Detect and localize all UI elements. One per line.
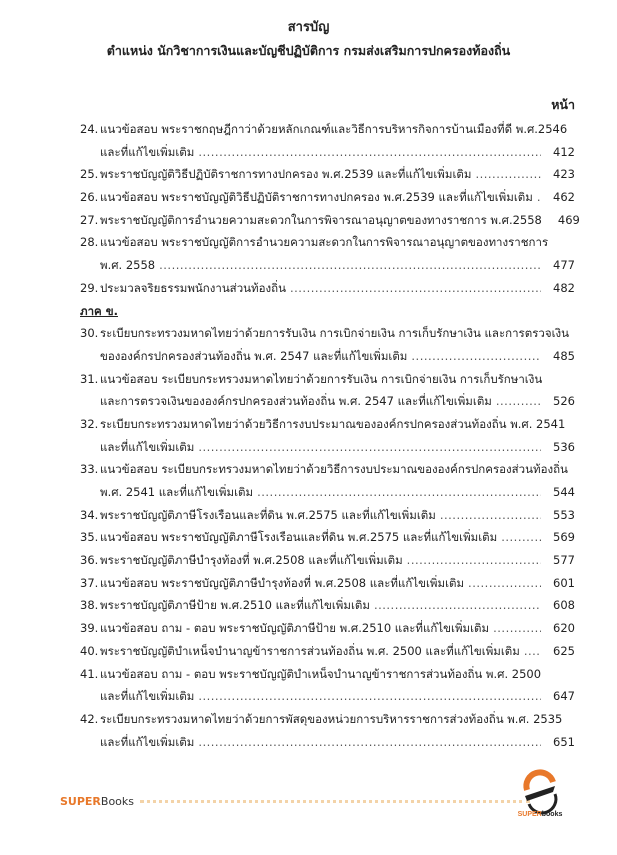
entry-title: แนวข้อสอบ พระราชบัญญัติวิธีปฏิบัติราชการทางปกครอง พ.ศ.2539 และที่แก้ไขเพิ่มเติม: [100, 190, 533, 205]
toc-entry[interactable]: [80, 504, 575, 527]
entry-title: แนวข้อสอบ ระเบียบกระทรวงมหาดไทยว่าด้วยการรับเงิน การเบิกจ่ายเงิน การเก็บรักษาเงิน: [100, 371, 543, 386]
entry-number: 40.: [80, 643, 99, 658]
leader-dots: [501, 526, 541, 549]
entry-page-number: 477: [553, 258, 575, 273]
entry-page-number: 553: [553, 507, 575, 522]
entry-title: ระเบียบกระทรวงมหาดไทยว่าด้วยการรับเงิน การเบิกจ่ายเงิน การเก็บรักษาเงิน และการตรวจเงิน: [100, 326, 569, 341]
entry-title: พระราชบัญญัติภาษีโรงเรือนและที่ดิน พ.ศ.2575 และที่แก้ไขเพิ่มเติม: [100, 507, 436, 522]
entry-page-number: 601: [553, 575, 575, 590]
toc-entry[interactable]: [80, 231, 575, 276]
toc-entry[interactable]: [80, 277, 575, 300]
toc-entry[interactable]: [80, 663, 575, 708]
entry-title-continued: และการตรวจเงินขององค์กรปกครองส่วนท้องถิ่น พ.ศ. 2547 และที่แก้ไขเพิ่มเติม: [100, 394, 492, 409]
toc-entry[interactable]: [80, 458, 575, 503]
entry-title: แนวข้อสอบ ระเบียบกระทรวงมหาดไทยว่าด้วยวิธีการงบประมาณขององค์กรปกครองส่วนท้องถิ่น: [100, 462, 568, 477]
entry-number: 27.: [80, 212, 99, 227]
leader-dots: [537, 186, 541, 209]
toc-entry[interactable]: [80, 572, 575, 595]
toc-entry[interactable]: [80, 526, 575, 549]
entry-title-continued: และที่แก้ไขเพิ่มเติม: [100, 144, 195, 159]
entry-number: 30.: [80, 326, 99, 341]
toc-entry[interactable]: [80, 322, 575, 367]
brand-books: Books: [100, 795, 135, 808]
leader-dots: [198, 685, 541, 708]
leader-dots: [407, 549, 541, 572]
entry-number: 37.: [80, 575, 99, 590]
entry-page-number: 485: [553, 348, 575, 363]
leader-dots: [468, 572, 541, 595]
entry-title: พระราชบัญญัติภาษีบำรุงท้องที่ พ.ศ.2508 และที่แก้ไขเพิ่มเติม: [100, 553, 403, 568]
toc-entry[interactable]: [80, 186, 575, 209]
entry-page-number: 647: [553, 689, 575, 704]
entry-page-number: 526: [553, 394, 575, 409]
entry-page-number: 620: [553, 621, 575, 636]
page-title: สารบัญ: [287, 20, 330, 35]
entry-number: 25.: [80, 167, 99, 182]
footer-brand: [60, 795, 134, 808]
entry-number: 42.: [80, 711, 99, 726]
toc-entry[interactable]: [80, 209, 580, 232]
leader-dots: [374, 594, 541, 617]
toc-entry[interactable]: [80, 549, 575, 572]
page-subtitle: ตำแหน่ง นักวิชาการเงินและบัญชีปฏิบัติการ กรมส่งเสริมการปกครองท้องถิ่น: [106, 43, 511, 58]
entry-title: พระราชบัญญัติการอำนวยความสะดวกในการพิจารณาอนุญาตของทางราชการ พ.ศ.2558: [100, 212, 542, 227]
toc-part-b: [80, 322, 575, 753]
entry-page-number: 423: [553, 167, 575, 182]
entry-title: แนวข้อสอบ พระราชบัญญัติภาษีโรงเรือนและที่ดิน พ.ศ.2575 และที่แก้ไขเพิ่มเติม: [100, 530, 498, 545]
entry-title: พระราชบัญญัติวิธีปฏิบัติราชการทางปกครอง พ.ศ.2539 และที่แก้ไขเพิ่มเติม: [100, 167, 472, 182]
entry-number: 33.: [80, 462, 99, 477]
entry-page-number: 577: [553, 553, 575, 568]
entry-page-number: 544: [553, 485, 575, 499]
entry-page-number: 469: [557, 212, 580, 227]
leader-dots: [493, 617, 541, 640]
superbooks-logo: [515, 768, 565, 818]
entry-number: 39.: [80, 621, 99, 636]
toc-entry[interactable]: [80, 617, 575, 640]
entry-number: 38.: [80, 598, 99, 613]
entry-title: แนวข้อสอบ ถาม - ตอบ พระราชบัญญัติบำเหน็จบำนาญข้าราชการส่วนท้องถิ่น พ.ศ. 2500: [100, 666, 542, 681]
entry-title: ระเบียบกระทรวงมหาดไทยว่าด้วยวิธีการงบประมาณขององค์กรปกครองส่วนท้องถิ่น พ.ศ. 2541: [100, 416, 566, 431]
footer-divider: [140, 800, 530, 803]
leader-dots: [257, 481, 541, 504]
entry-page-number: 462: [553, 190, 575, 205]
page-column-heading: หน้า: [551, 97, 575, 112]
leader-dots: [159, 254, 541, 277]
entry-title-continued: ขององค์กรปกครองส่วนท้องถิ่น พ.ศ. 2547 และที่แก้ไขเพิ่มเติม: [100, 348, 408, 363]
section-heading: ภาค ข.: [80, 303, 118, 318]
brand-super: SUPER: [60, 795, 101, 808]
entry-page-number: 482: [553, 280, 575, 295]
entry-title: แนวข้อสอบ พระราชบัญญัติการอำนวยความสะดวกในการพิจารณาอนุญาตของทางราชการ: [100, 235, 549, 250]
leader-dots: [440, 504, 541, 527]
entry-title-continued: พ.ศ. 2558: [100, 258, 156, 273]
entry-number: 36.: [80, 553, 99, 568]
toc-entry[interactable]: [80, 163, 575, 186]
entry-number: 35.: [80, 530, 99, 545]
entry-title-continued: และที่แก้ไขเพิ่มเติม: [100, 439, 195, 454]
toc-part-a: [80, 118, 580, 300]
entry-title: พระราชบัญญัติบำเหน็จบำนาญข้าราชการส่วนท้องถิ่น พ.ศ. 2500 และที่แก้ไขเพิ่มเติม: [100, 643, 520, 658]
entry-title-continued: และที่แก้ไขเพิ่มเติม: [100, 734, 195, 749]
entry-page-number: 608: [553, 598, 575, 613]
toc-entry[interactable]: [80, 368, 575, 413]
toc-entry[interactable]: [80, 413, 575, 458]
leader-dots: [496, 390, 541, 413]
leader-dots: [198, 731, 541, 754]
table-of-contents: [80, 118, 580, 753]
entry-page-number: 651: [553, 734, 575, 749]
toc-entry[interactable]: [80, 594, 575, 617]
entry-number: 31.: [80, 371, 99, 386]
entry-title-continued: พ.ศ. 2541 และที่แก้ไขเพิ่มเติม: [100, 485, 254, 499]
toc-entry[interactable]: [80, 640, 575, 663]
entry-title: แนวข้อสอบ ถาม - ตอบ พระราชบัญญัติภาษีป้าย พ.ศ.2510 และที่แก้ไขเพิ่มเติม: [100, 621, 490, 636]
leader-dots: [198, 436, 541, 459]
entry-title: พระราชบัญญัติภาษีป้าย พ.ศ.2510 และที่แก้ไขเพิ่มเติม: [100, 598, 370, 613]
leader-dots: [290, 277, 541, 300]
entry-title: แนวข้อสอบ พระราชกฤษฎีกาว่าด้วยหลักเกณฑ์และวิธีการบริหารกิจการบ้านเมืองที่ดี พ.ศ.2546: [100, 122, 568, 136]
entry-number: 24.: [80, 122, 99, 136]
toc-entry[interactable]: [80, 118, 575, 163]
entry-number: 26.: [80, 190, 99, 205]
leader-dots: [411, 345, 541, 368]
entry-number: 32.: [80, 416, 99, 431]
entry-page-number: 536: [553, 439, 575, 454]
entry-title-continued: และที่แก้ไขเพิ่มเติม: [100, 689, 195, 704]
entry-title: ประมวลจริยธรรมพนักงานส่วนท้องถิ่น: [100, 280, 286, 295]
leader-dots: [198, 141, 541, 164]
footer: [60, 795, 530, 808]
entry-number: 29.: [80, 280, 99, 295]
toc-entry[interactable]: [80, 708, 575, 753]
entry-number: 41.: [80, 666, 99, 681]
entry-page-number: 625: [553, 643, 575, 658]
entry-number: 28.: [80, 235, 99, 250]
entry-title: ระเบียบกระทรวงมหาดไทยว่าด้วยการพัสดุของหน่วยการบริหารราชการส่วงท้องถิ่น พ.ศ. 2535: [100, 711, 563, 726]
leader-dots: [524, 640, 541, 663]
entry-page-number: 569: [553, 530, 575, 545]
entry-page-number: 412: [553, 144, 575, 159]
entry-title: แนวข้อสอบ พระราชบัญญัติภาษีบำรุงท้องที่ พ.ศ.2508 และที่แก้ไขเพิ่มเติม: [100, 575, 465, 590]
entry-number: 34.: [80, 507, 99, 522]
leader-dots: [475, 163, 541, 186]
svg-text:SUPERbooks: SUPERbooks: [517, 811, 563, 818]
